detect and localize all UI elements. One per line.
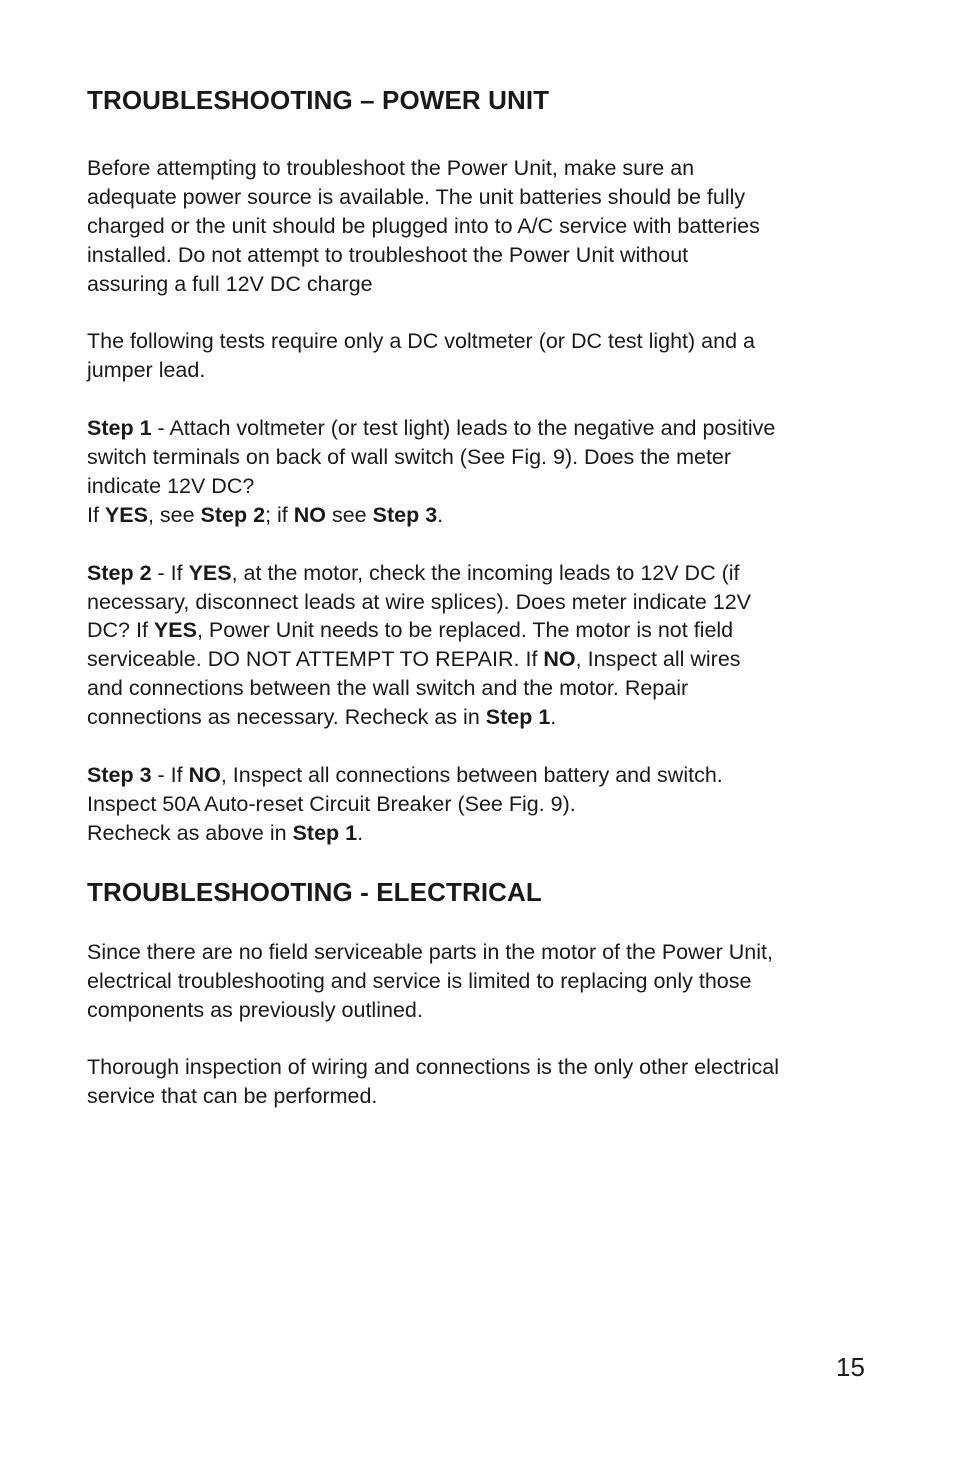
tools-paragraph: The following tests require only a DC voltmeter (or DC test light) and a jumper lead. [87,329,755,383]
intro-paragraph: Before attempting to troubleshoot the Power Unit, make sure an adequate power source is available. The unit batteries should be fully charged or the unit should be plugged into to A/C service with batteries installed. Do not attempt to troubleshoot the Power Unit without assuring a full 12V DC charge [87,156,760,296]
manual-page [87,84,877,1140]
section-heading-power-unit: TROUBLESHOOTING – POWER UNIT [87,85,550,115]
electrical-paragraph-1: Since there are no field serviceable parts in the motor of the Power Unit, electrical troubleshooting and service is limited to replacing only those components as previously outlined. [87,939,773,1022]
step-1-label: Step 1 [87,416,152,441]
page-number: 15 [836,1352,865,1382]
electrical-paragraph-2: Thorough inspection of wiring and connections is the only other electrical service that can be performed. [87,1055,779,1109]
step-2-label: Step 2 [87,560,152,585]
step-3-paragraph: Step 3 - If NO, Inspect all connections between battery and switch. Inspect 50A Auto-reset Circuit Breaker (See Fig. 9). Recheck as above in Step 1. [87,762,723,845]
step-3-label: Step 3 [87,762,152,787]
step-1-paragraph: Step 1 - Attach voltmeter (or test light) leads to the negative and positive switch terminals on back of wall switch (See Fig. 9). Does the meter indicate 12V DC? If YES, see Step 2; if NO see Step 3. [87,416,776,527]
step-2-paragraph: Step 2 - If YES, at the motor, check the incoming leads to 12V DC (if necessary, disconnect leads at wire splices). Does meter indicate 12V DC? If YES, Power Unit needs to be replaced. The motor is not field serviceable. DO NOT ATTEMPT TO REPAIR. If NO, Inspect all wires and connections between the wall switch and the motor. Repair connections as necessary. Recheck as in Step 1. [87,560,752,730]
section-heading-electrical: TROUBLESHOOTING - ELECTRICAL [87,876,542,907]
